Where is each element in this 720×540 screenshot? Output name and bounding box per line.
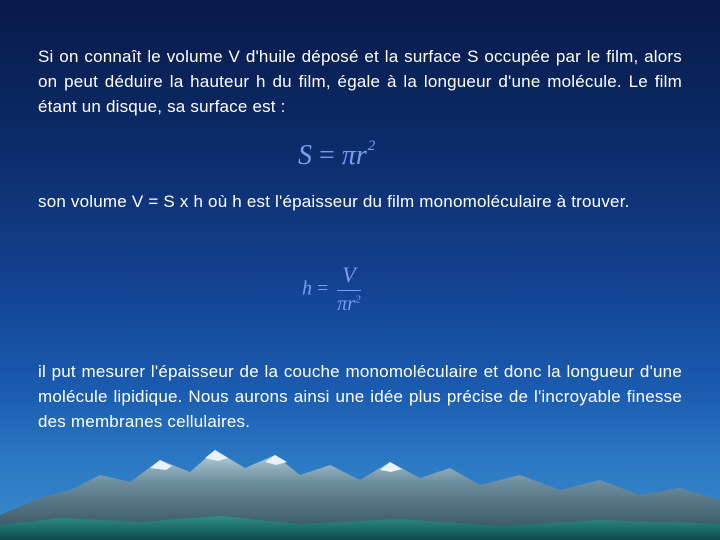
formula-height-denominator [337, 291, 360, 316]
formula-height-eq: = [317, 277, 329, 300]
formula-height-den-base: πr [337, 293, 356, 315]
mountain-landscape [0, 420, 720, 540]
formula-surface-lhs: S [298, 140, 312, 171]
formula-height-den-exp: 2 [355, 293, 361, 306]
formula-height-fraction [337, 262, 360, 316]
formula-surface-exp: 2 [367, 137, 376, 154]
formula-height-lhs: h [302, 277, 312, 300]
paragraph-1: Si on connaît le volume V d'huile déposé et la surface S occupée par le film, alors on peut déduire la hauteur h du film, égale à la longueur d'une molécule. Le film étant un disque, sa surface est : [38, 47, 682, 116]
formula-surface-eq: = [319, 140, 335, 171]
formula-surface [298, 137, 376, 172]
paragraph-3: il put mesurer l'épaisseur de la couche monomoléculaire et donc la longueur d'une molécule lipidique. Nous aurons ainsi une idée plus précise de l'incroyable finesse des membranes cellulaires. [38, 362, 682, 431]
formula-height-numerator: V [337, 262, 360, 291]
paragraph-2: son volume V = S x h où h est l'épaisseur du film monomoléculaire à trouver. [38, 192, 630, 211]
formula-height [302, 262, 361, 316]
formula-surface-base: πr [341, 140, 367, 171]
